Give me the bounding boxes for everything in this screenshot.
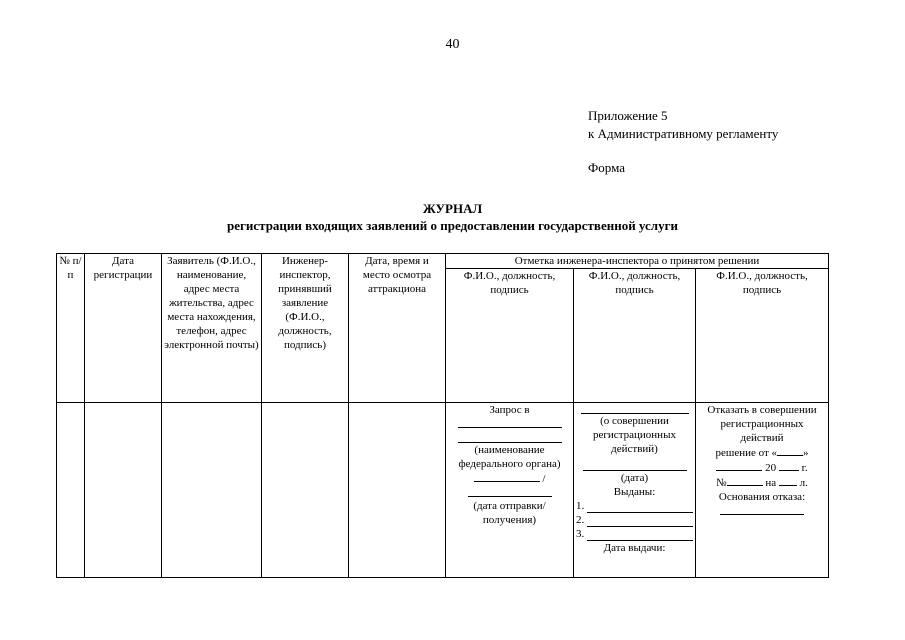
cell-engineer [262, 403, 349, 578]
header-sub-3: Ф.И.О., должность, подпись [696, 269, 829, 403]
year-line [779, 460, 799, 471]
decision-from-label: решение от « [715, 447, 778, 459]
pages-line [779, 475, 797, 486]
document-title [0, 200, 905, 234]
sent-note: (дата отправки/ получения) [473, 500, 546, 526]
agency-line [474, 471, 540, 482]
refusal-text: Отказать в совершении регистрационных действий [707, 404, 817, 444]
appendix-block [588, 107, 778, 177]
registration-note: (о совершении регистрационных действий) [593, 415, 676, 455]
table-row [57, 403, 829, 578]
issued-line-1 [587, 502, 693, 513]
cell-num [57, 403, 85, 578]
cell-inspection [349, 403, 446, 578]
cell-date [85, 403, 162, 578]
on-text: на [765, 477, 777, 489]
issued-line-2 [587, 516, 693, 527]
request-line-2 [458, 432, 562, 443]
year-prefix: 20 [765, 462, 777, 474]
agency-note: (наименование федерального органа) [458, 444, 561, 470]
day-line [777, 445, 803, 456]
title-sub: регистрации входящих заявлений о предоставлении государственной услуги [226, 218, 678, 233]
header-decision-group: Отметка инженера-инспектора о принятом решении [446, 254, 829, 269]
issue-date-label: Дата выдачи: [603, 542, 666, 554]
header-applicant: Заявитель (Ф.И.О., наименование, адрес места жительства, адрес места нахождения, телефон, адрес электронной почты) [162, 254, 262, 403]
date-note: (дата) [620, 472, 649, 484]
header-date: Дата регистрации [85, 254, 162, 403]
pages-suffix: л. [799, 477, 808, 489]
header-sub-1: Ф.И.О., должность, подпись [446, 269, 574, 403]
sent-line [468, 486, 552, 497]
cell-registration [574, 403, 696, 578]
journal-table [56, 253, 829, 578]
issued-item-2: 2. [576, 514, 585, 526]
form-label: Форма [588, 160, 625, 175]
cell-refusal [696, 403, 829, 578]
number-prefix: № [716, 477, 727, 489]
grounds-line [720, 504, 804, 515]
header-num: № п/п [57, 254, 85, 403]
appendix-line-1: Приложение 5 [588, 108, 668, 123]
quote-close: » [803, 447, 809, 459]
registration-line [581, 403, 689, 414]
appendix-line-2: к Административному регламенту [588, 126, 779, 141]
date-line [583, 460, 687, 471]
page-number: 40 [445, 37, 460, 52]
issued-label: Выданы: [613, 486, 656, 498]
header-sub-2: Ф.И.О., должность, подпись [574, 269, 696, 403]
title-main: ЖУРНАЛ [422, 201, 483, 216]
request-label: Запрос в [489, 404, 530, 416]
issued-item-1: 1. [576, 500, 585, 512]
number-line [727, 475, 763, 486]
issued-item-3: 3. [576, 528, 585, 540]
header-inspection: Дата, время и место осмотра аттракциона [349, 254, 446, 403]
month-line [716, 460, 762, 471]
issued-line-3 [587, 530, 693, 541]
header-engineer: Инженер-инспектор, принявший заявление (Ф.И.О., должность, подпись) [262, 254, 349, 403]
cell-applicant [162, 403, 262, 578]
request-line-1 [458, 417, 562, 428]
cell-request: Запрос в (наименование федерального органа) / (дата отправки/ получения) [446, 403, 574, 578]
grounds-label: Основания отказа: [718, 491, 806, 503]
year-suffix: г. [801, 462, 808, 474]
